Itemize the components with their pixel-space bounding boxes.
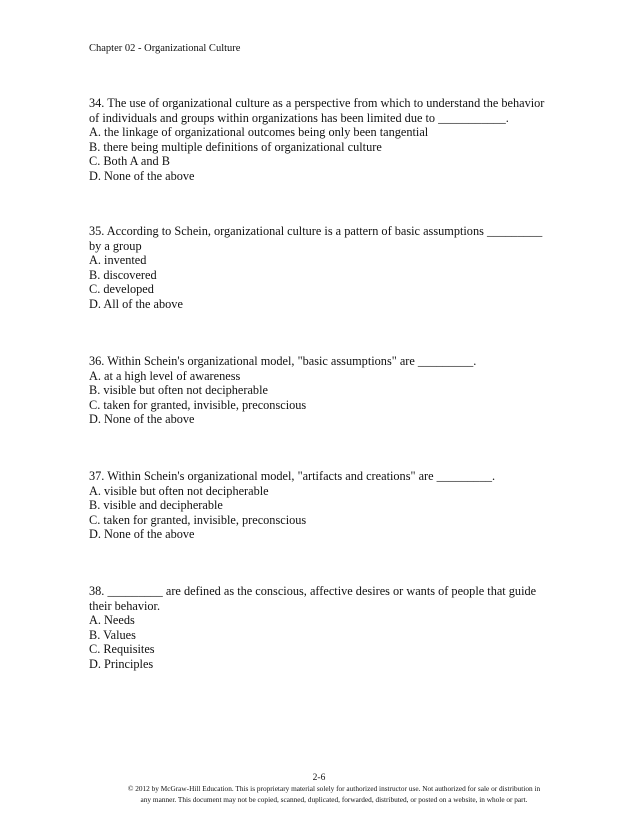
- question-37: [89, 469, 569, 542]
- answer-option-b: B. Values: [89, 627, 136, 642]
- question-text-line: their behavior.: [89, 598, 161, 613]
- answer-option-b: B. there being multiple definitions of organizational culture: [89, 139, 382, 154]
- answer-option-b: B. visible and decipherable: [89, 498, 223, 513]
- answer-option-d: D. Principles: [89, 656, 154, 671]
- question-text-line: 37. Within Schein's organizational model, "artifacts and creations" are _________.: [89, 469, 496, 483]
- question-text-line: 36. Within Schein's organizational model, "basic assumptions" are _________.: [89, 354, 477, 368]
- question-text-line: by a group: [89, 238, 142, 253]
- copyright-line: © 2012 by McGraw-Hill Education. This is proprietary material solely for authorized instructor use. Not authorized for sale or distribution in: [127, 784, 541, 793]
- question-text-line: 35. According to Schein, organizational culture is a pattern of basic assumptions _________: [89, 224, 543, 238]
- answer-option-a: A. visible but often not decipherable: [89, 483, 269, 498]
- copyright-footer: [84, 784, 584, 805]
- answer-option-a: A. Needs: [89, 613, 135, 628]
- answer-option-c: C. Both A and B: [89, 154, 170, 169]
- question-38: [89, 584, 569, 672]
- question-35: [89, 224, 569, 312]
- page-number: 2-6: [312, 773, 326, 783]
- answer-option-c: C. Requisites: [89, 642, 155, 657]
- question-text-line: of individuals and groups within organizations has been limited due to ___________.: [89, 110, 509, 125]
- question-34: [89, 96, 569, 184]
- answer-option-d: D. None of the above: [89, 168, 195, 183]
- answer-option-d: D. All of the above: [89, 296, 183, 311]
- question-36: [89, 354, 569, 427]
- answer-option-b: B. visible but often not decipherable: [89, 383, 268, 398]
- answer-option-c: C. taken for granted, invisible, preconscious: [89, 512, 307, 527]
- answer-option-a: A. the linkage of organizational outcomes being only been tangential: [89, 125, 429, 140]
- answer-option-a: A. invented: [89, 253, 147, 268]
- question-text-line: 38. _________ are defined as the conscious, affective desires or wants of people that guide: [89, 584, 537, 598]
- answer-option-a: A. at a high level of awareness: [89, 368, 241, 383]
- answer-option-d: D. None of the above: [89, 527, 195, 542]
- answer-option-d: D. None of the above: [89, 412, 195, 427]
- answer-option-b: B. discovered: [89, 267, 157, 282]
- answer-option-c: C. developed: [89, 282, 154, 297]
- question-text-line: 34. The use of organizational culture as a perspective from which to understand the behavior: [89, 96, 545, 110]
- answer-option-c: C. taken for granted, invisible, preconscious: [89, 397, 307, 412]
- chapter-header: Chapter 02 - Organizational Culture: [89, 43, 241, 54]
- copyright-line: any manner. This document may not be copied, scanned, duplicated, forwarded, distributed, or posted on a website, in whole or part.: [140, 794, 528, 804]
